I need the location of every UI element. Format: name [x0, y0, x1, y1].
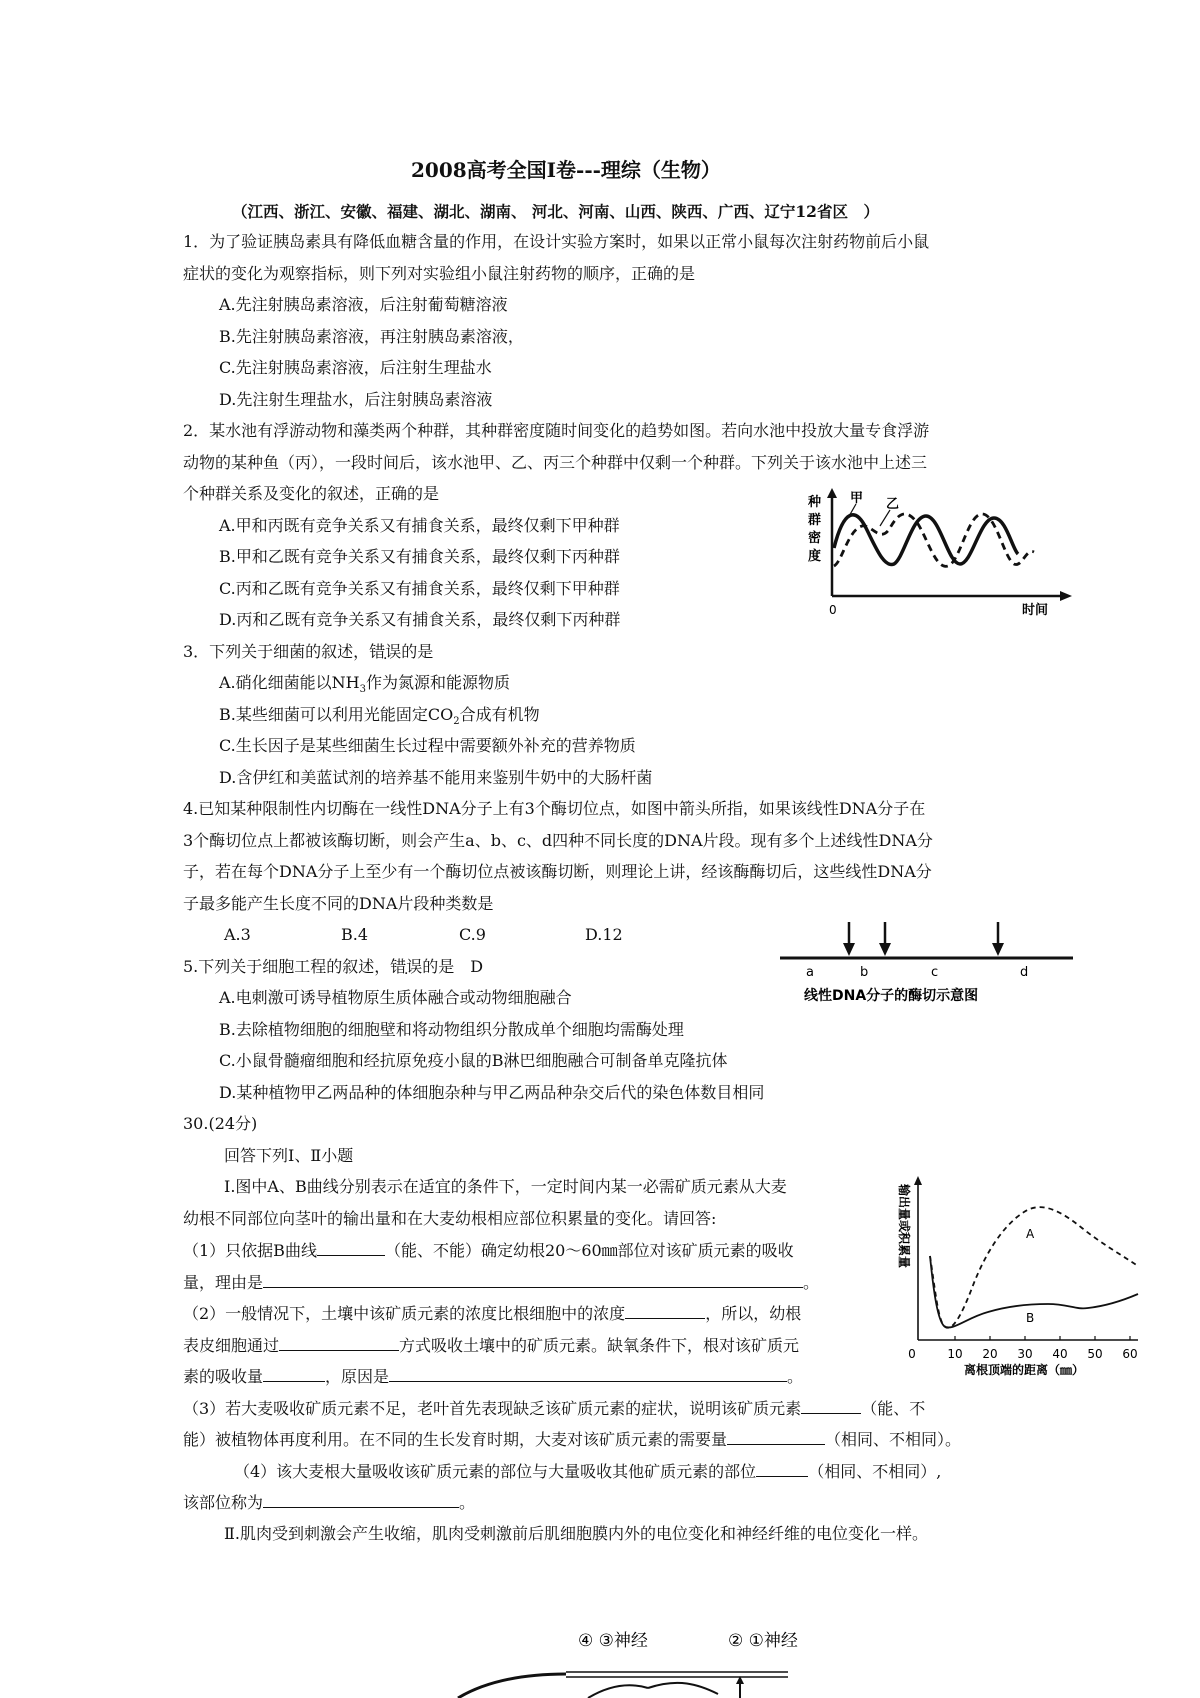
nerve-label-right: ② ①神经 — [728, 1631, 798, 1651]
q5-stem — [183, 957, 483, 977]
q30-part1-line2: 幼根不同部位向茎叶的输出量和在大麦幼根相应部位积累量的变化。请回答: — [183, 1209, 717, 1228]
fragment-label-a: a — [806, 965, 814, 980]
q30-sub1-line2 — [183, 1272, 819, 1293]
y-axis-label-text: 输出量或积累量 — [897, 1184, 911, 1269]
x-tick-label: 60 — [1122, 1347, 1138, 1361]
q2-stem-line3: 个种群关系及变化的叙述，正确的是 — [183, 484, 440, 503]
y-axis-label-char: 度 — [808, 549, 822, 564]
cut-site-arrow — [843, 922, 855, 956]
legend-jia: 甲 — [850, 491, 864, 506]
q1-option-d: D.先注射生理盐水，后注射胰岛素溶液 — [219, 390, 493, 409]
answer-blank[interactable] — [389, 1366, 787, 1382]
cut-site-arrow — [992, 922, 1004, 956]
text: （3）若大麦吸收矿质元素不足，老叶首先表现缺乏该矿质元素的症状，说明该矿质元素 — [183, 1399, 802, 1418]
q30-sub2-line3 — [183, 1366, 803, 1387]
answer-blank[interactable] — [801, 1398, 861, 1414]
q4-option-c: C.9 — [459, 925, 486, 944]
dna-cut-figure — [778, 918, 1078, 1008]
x-axis-arrow — [1060, 591, 1072, 601]
q1-option-c: C.先注射胰岛素溶液，后注射生理盐水 — [219, 358, 492, 377]
x-axis-label: 离根顶端的距离（㎜） — [964, 1363, 1085, 1376]
x-tick-label: 40 — [1052, 1347, 1068, 1361]
fragment-label-d: d — [1020, 965, 1029, 980]
text: ，原因是 — [325, 1367, 390, 1386]
curve-a — [930, 1207, 1138, 1328]
text: 。 — [803, 1273, 820, 1292]
text: （相同、不相同）, — [808, 1462, 942, 1481]
q30-sub2-line2 — [183, 1335, 799, 1356]
q1-option-b: B.先注射胰岛素溶液，再注射胰岛素溶液， — [219, 327, 524, 346]
y-axis-arrow — [914, 1176, 922, 1185]
y-axis-label-char: 密 — [808, 531, 822, 546]
text: 该部位称为 — [183, 1493, 264, 1512]
text: ，所以，幼根 — [705, 1304, 802, 1323]
q5-option-d: D.某种植物甲乙两品种的体细胞杂种与甲乙两品种杂交后代的染色体数目相同 — [219, 1083, 765, 1102]
text: 。 — [787, 1367, 804, 1386]
x-tick-label: 50 — [1087, 1347, 1103, 1361]
q30-sub1-line1 — [183, 1240, 794, 1261]
origin-label: 0 — [829, 603, 837, 617]
q3-option-b-rest: 合成有机物 — [459, 705, 540, 724]
population-density-figure — [808, 488, 1078, 620]
q4-stem-line3: 子，若在每个DNA分子上至少有一个酶切位点被该酶切断，则理论上讲，经该酶酶切后，这些线性DNA分 — [183, 862, 932, 881]
q2-option-a: A.甲和丙既有竞争关系又有捕食关系，最终仅剩下甲种群 — [219, 516, 620, 535]
text: （能、不能）确定幼根20～60㎜部位对该矿质元素的吸收 — [384, 1241, 794, 1260]
q3-option-b — [219, 705, 540, 732]
q3-stem-emphasis: 错误 — [369, 642, 402, 661]
q1-stem-line2: 症状的变化为观察指标，则下列对实验组小鼠注射药物的顺序，正确的是 — [183, 264, 696, 283]
q5-option-c: C.小鼠骨髓瘤细胞和经抗原免疫小鼠的B淋巴细胞融合可制备单克隆抗体 — [219, 1051, 728, 1070]
q5-stem-prefix: 5.下列关于细胞工程的叙述， — [183, 957, 391, 976]
answer-blank[interactable] — [263, 1272, 803, 1288]
q30-intro: 回答下列Ⅰ、Ⅱ小题 — [224, 1146, 354, 1165]
nerve-label-left: ④ ③神经 — [578, 1631, 648, 1651]
legend-yi: 乙 — [886, 497, 900, 512]
y-axis-label — [897, 1183, 912, 1268]
dna-figure-caption: 线性DNA分子的酶切示意图 — [804, 988, 979, 1004]
text: 方式吸收土壤中的矿质元素。缺氧条件下，根对该矿质元 — [399, 1336, 800, 1355]
q3-option-a-subscript: 3 — [359, 684, 366, 696]
text: 。 — [459, 1493, 476, 1512]
q30-part2-line1: Ⅱ.肌肉受到刺激会产生收缩，肌肉受刺激前后肌细胞膜内外的电位变化和神经纤维的电位变化一样。 — [224, 1524, 928, 1543]
q30-sub4-line2 — [183, 1492, 475, 1513]
q3-option-c: C.生长因子是某些细菌生长过程中需要额外补充的营养物质 — [219, 736, 636, 755]
q4-option-a: A.3 — [224, 925, 251, 944]
q4-option-d: D.12 — [585, 925, 623, 944]
answer-blank[interactable] — [756, 1461, 808, 1477]
x-tick-label: 30 — [1017, 1347, 1033, 1361]
q2-option-b: B.甲和乙既有竞争关系又有捕食关系，最终仅剩下丙种群 — [219, 547, 620, 566]
q3-option-b-text: B.某些细菌可以利用光能固定CO — [219, 705, 454, 724]
q5-option-b: B.去除植物细胞的细胞壁和将动物组织分散成单个细胞均需酶处理 — [219, 1020, 684, 1039]
x-axis-label: 时间 — [1022, 603, 1049, 618]
answer-blank[interactable] — [279, 1335, 399, 1351]
fragment-label-b: b — [860, 965, 869, 980]
q5-stem-emphasis: 错误 — [390, 957, 423, 976]
q5-option-a: A.电刺激可诱导植物原生质体融合或动物细胞融合 — [219, 988, 572, 1007]
text: （1）只依据B曲线 — [183, 1241, 317, 1260]
q2-stem-line2: 动物的某种鱼（丙），一段时间后，该水池甲、乙、丙三个种群中仅剩一个种群。下列关于该水池中上述三 — [183, 453, 928, 472]
y-axis-label-char: 种 — [808, 495, 822, 510]
muscle-outline — [648, 1683, 718, 1694]
y-axis-arrow — [827, 488, 837, 498]
page-title: 2008高考全国I卷---理综（生物） — [411, 158, 721, 182]
answer-blank[interactable] — [727, 1429, 825, 1445]
x-tick-label: 20 — [982, 1347, 998, 1361]
fragment-label-c: c — [931, 965, 939, 980]
x-tick-label: 10 — [947, 1347, 963, 1361]
y-axis-label-char: 群 — [808, 513, 822, 528]
muscle-outline — [588, 1685, 648, 1698]
q3-option-a — [219, 673, 510, 700]
answer-blank[interactable] — [317, 1240, 385, 1256]
q2-option-c: C.丙和乙既有竞争关系又有捕食关系，最终仅剩下甲种群 — [219, 579, 620, 598]
q3-stem-prefix: 3．下列关于细菌的叙述， — [183, 642, 370, 661]
q3-option-d: D.含伊红和美蓝试剂的培养基不能用来鉴别牛奶中的大肠杆菌 — [219, 768, 653, 787]
text: 量，理由是 — [183, 1273, 264, 1292]
nerve-muscle-figure — [448, 1628, 828, 1698]
q1-stem-line1: 1．为了验证胰岛素具有降低血糖含量的作用，在设计实验方案时，如果以正常小鼠每次注射药物前后小鼠 — [183, 232, 930, 251]
q3-option-a-text: A.硝化细菌能以NH — [219, 673, 360, 692]
text: （相同、不相同）。 — [825, 1430, 962, 1449]
answer-blank[interactable] — [263, 1492, 459, 1508]
x-tick-label: 0 — [908, 1347, 916, 1361]
answer-blank[interactable] — [625, 1303, 705, 1319]
q4-stem-line4: 子最多能产生长度不同的DNA片段种类数是 — [183, 894, 494, 913]
answer-blank[interactable] — [263, 1366, 325, 1382]
q30-sub4-line1 — [234, 1461, 941, 1482]
q2-option-d: D.丙和乙既有竞争关系又有捕食关系，最终仅剩下丙种群 — [219, 610, 621, 629]
q30-sub2-line1 — [183, 1303, 801, 1324]
q30-heading: 30.(24分) — [183, 1114, 258, 1133]
curve-b-label: B — [1026, 1311, 1035, 1325]
text: 表皮细胞通过 — [183, 1336, 280, 1355]
q3-stem — [183, 642, 433, 662]
subtitle: （江西、浙江、安徽、福建、湖北、湖南、 河北、河南、山西、陕西、广西、辽宁12省区 ） — [232, 202, 879, 221]
text: 能）被植物体再度利用。在不同的生长发育时期，大麦对该矿质元素的需要量 — [183, 1430, 728, 1449]
q5-stem-suffix: 的是 D — [422, 957, 484, 976]
q4-stem-line1: 4.已知某种限制性内切酶在一线性DNA分子上有3个酶切位点，如图中箭头所指，如果该线性DNA分子在 — [183, 799, 926, 818]
q30-sub3-line2 — [183, 1429, 961, 1450]
q4-option-b: B.4 — [341, 925, 369, 944]
y-axis-label — [808, 494, 822, 564]
text: （能、不 — [861, 1399, 926, 1418]
q3-option-a-rest: 作为氮源和能源物质 — [365, 673, 510, 692]
q4-stem-line2: 3个酶切位点上都被该酶切断，则会产生a、b、c、d四种不同长度的DNA片段。现有多个上述线性DNA分 — [183, 831, 933, 850]
q1-option-a: A.先注射胰岛素溶液，后注射葡萄糖溶液 — [219, 295, 508, 314]
text: 素的吸收量 — [183, 1367, 264, 1386]
mineral-curve-figure — [892, 1176, 1156, 1376]
q30-part1-line1: Ⅰ.图中A、B曲线分别表示在适宜的条件下，一定时间内某一必需矿质元素从大麦 — [224, 1177, 787, 1196]
q2-stem-line1: 2．某水池有浮游动物和藻类两个种群，其种群密度随时间变化的趋势如图。若向水池中投放大量专食浮游 — [183, 421, 930, 440]
q3-stem-suffix: 的是 — [401, 642, 434, 661]
curve-a-label: A — [1026, 1227, 1035, 1241]
muscle-outline — [458, 1674, 566, 1698]
q3-option-b-subscript: 2 — [453, 716, 460, 728]
curve-yi-leader — [880, 510, 890, 526]
text: （2）一般情况下，土壤中该矿质元素的浓度比根细胞中的浓度 — [183, 1304, 626, 1323]
cut-site-arrow — [879, 922, 891, 956]
text: （4）该大麦根大量吸收该矿质元素的部位与大量吸收其他矿质元素的部位 — [234, 1462, 757, 1481]
q30-sub3-line1 — [183, 1398, 925, 1419]
